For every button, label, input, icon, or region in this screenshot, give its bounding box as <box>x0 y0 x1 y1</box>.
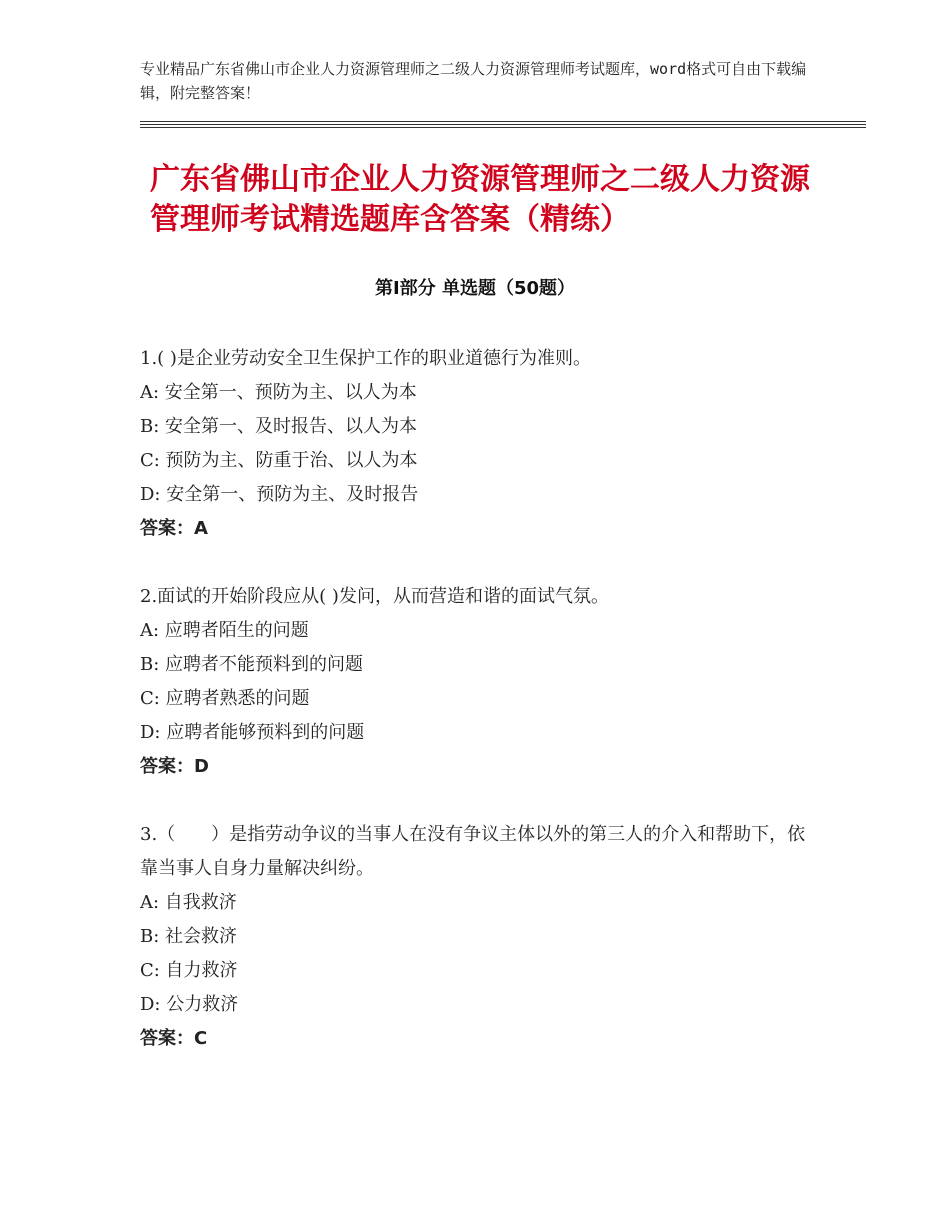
option-b: B: 社会救济 <box>140 926 238 947</box>
question-item <box>140 580 820 784</box>
option-b: B: 安全第一、及时报告、以人为本 <box>140 416 418 437</box>
option-a: A: 自我救济 <box>140 892 237 913</box>
option-a: A: 应聘者陌生的问题 <box>140 620 309 641</box>
header-divider <box>140 121 866 122</box>
option-d: D: 公力救济 <box>140 994 239 1015</box>
header-divider <box>140 124 866 125</box>
option-c: C: 预防为主、防重于治、以人为本 <box>140 450 418 471</box>
option-d: D: 安全第一、预防为主、及时报告 <box>140 484 419 505</box>
question-item <box>140 342 820 546</box>
option-b: B: 应聘者不能预料到的问题 <box>140 654 364 675</box>
question-list <box>140 342 820 1090</box>
question-stem: 2.面试的开始阶段应从( )发问，从而营造和谐的面试气氛。 <box>140 586 609 607</box>
question-item <box>140 818 820 1056</box>
option-c: C: 自力救济 <box>140 960 238 981</box>
question-stem: 1.( )是企业劳动安全卫生保护工作的职业道德行为准则。 <box>140 348 591 369</box>
header-note: 专业精品广东省佛山市企业人力资源管理师之二级人力资源管理师考试题库，word格式可自由下载编辑，附完整答案！ <box>140 60 807 102</box>
option-c: C: 应聘者熟悉的问题 <box>140 688 310 709</box>
answer-label: 答案：D <box>140 756 209 777</box>
question-stem: 3.（ ）是指劳动争议的当事人在没有争议主体以外的第三人的介入和帮助下，依靠当事人自身力量解决纠纷。 <box>140 824 806 879</box>
document-title: 广东省佛山市企业人力资源管理师之二级人力资源管理师考试精选题库含答案（精练） <box>150 162 810 237</box>
answer-label: 答案：C <box>140 1028 208 1049</box>
header-divider <box>140 127 866 128</box>
option-d: D: 应聘者能够预料到的问题 <box>140 722 365 743</box>
option-a: A: 安全第一、预防为主、以人为本 <box>140 382 417 403</box>
section-heading: 第Ⅰ部分 单选题（50题） <box>374 278 575 299</box>
answer-label: 答案：A <box>140 518 208 539</box>
